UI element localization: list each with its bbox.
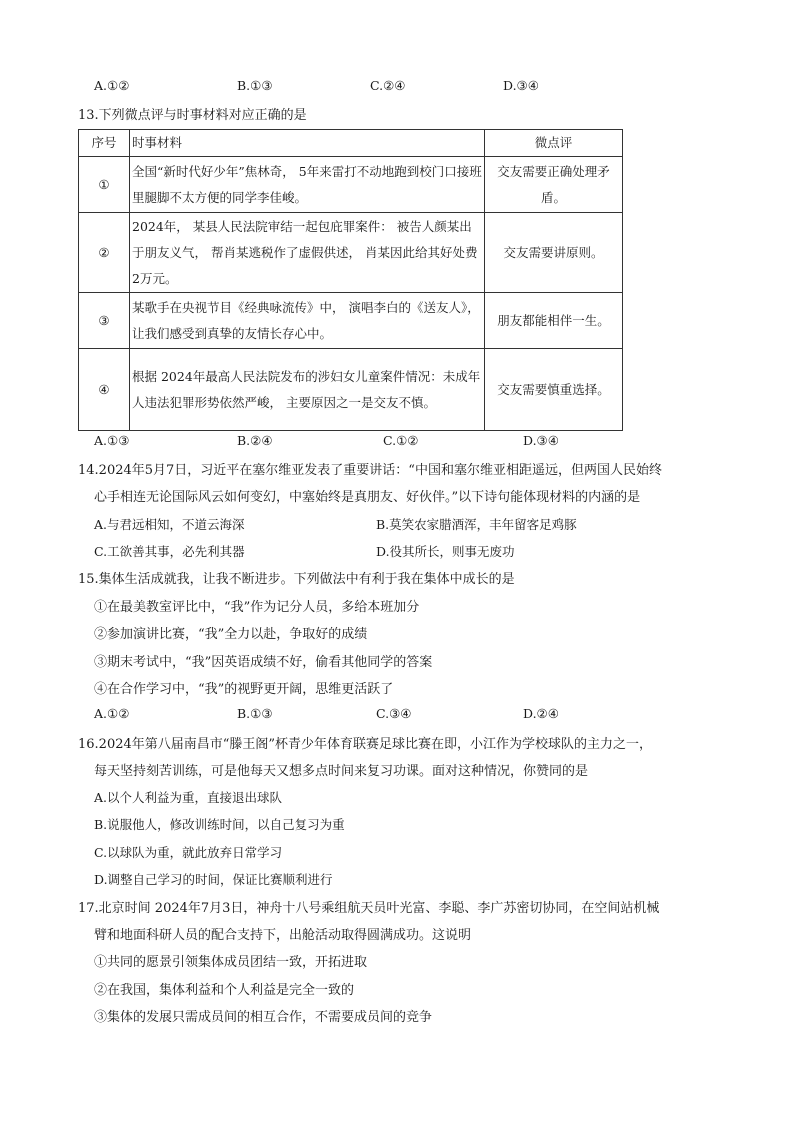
q14-option-d: D.役其所长，则事无废功 bbox=[376, 544, 515, 559]
table-row bbox=[79, 213, 623, 293]
row-comment: 交友需要慎重选择。 bbox=[485, 349, 623, 431]
q16-option-a: A.以个人利益为重，直接退出球队 bbox=[94, 790, 283, 805]
q15-statement-4: ④在合作学习中，“我”的视野更开阔，思维更活跃了 bbox=[94, 682, 394, 697]
q13-option-d: D.③④ bbox=[523, 433, 559, 448]
row-comment: 交友需要讲原则。 bbox=[485, 213, 623, 293]
header-number: 序号 bbox=[79, 130, 130, 157]
table-row bbox=[79, 293, 623, 349]
q16-option-d: D.调整自己学习的时间，保证比赛顺利进行 bbox=[94, 872, 333, 887]
row-comment: 交友需要正确处理矛盾。 bbox=[485, 157, 623, 213]
q13-option-a: A.①③ bbox=[94, 433, 130, 448]
q14-option-c: C.工欲善其事，必先利其器 bbox=[94, 544, 245, 559]
q13-stem: 13.下列微点评与时事材料对应正确的是 bbox=[78, 108, 307, 123]
q13-table bbox=[78, 129, 623, 431]
q15-option-c: C.③④ bbox=[376, 706, 412, 721]
q16-stem-line2: 每天坚持刻苦训练，可是他每天又想多点时间来复习功课。面对这种情况，你赞同的是 bbox=[94, 764, 589, 779]
row-material: 根据 2024年最高人民法院发布的涉妇女儿童案件情况：未成年人违法犯罪形势依然严峻， 主要原因之一是交友不慎。 bbox=[130, 349, 485, 431]
q12-option-a: A.①② bbox=[94, 78, 130, 93]
table-header-row bbox=[79, 130, 623, 157]
q16-option-c: C.以球队为重，就此放弃日常学习 bbox=[94, 845, 283, 860]
q12-option-c: C.②④ bbox=[370, 78, 406, 93]
row-material: 全国“新时代好少年”焦林奇， 5年来雷打不动地跑到校门口接班里腿脚不太方便的同学李佳峻。 bbox=[130, 157, 485, 213]
q12-option-d: D.③④ bbox=[503, 78, 539, 93]
table-row bbox=[79, 157, 623, 213]
row-number: ④ bbox=[79, 349, 130, 431]
q17-statement-1: ①共同的愿景引领集体成员团结一致，开拓进取 bbox=[94, 955, 368, 970]
q13-option-c: C.①② bbox=[383, 433, 419, 448]
row-material: 某歌手在央视节目《经典咏流传》中， 演唱李白的《送友人》， 让我们感受到真挚的友情长存心中。 bbox=[130, 293, 485, 349]
q14-option-a: A.与君远相知，不道云海深 bbox=[94, 517, 245, 532]
header-comment: 微点评 bbox=[485, 130, 623, 157]
q17-statement-2: ②在我国，集体利益和个人利益是完全一致的 bbox=[94, 983, 355, 998]
q15-option-a: A.①② bbox=[94, 706, 130, 721]
q16-option-b: B.说服他人，修改训练时间，以自己复习为重 bbox=[94, 817, 345, 832]
q14-stem-line1: 14.2024年5月7日，习近平在塞尔维亚发表了重要讲话：“中国和塞尔维亚相距遥远，但两国人民始终 bbox=[78, 463, 662, 478]
q15-stem: 15.集体生活成就我，让我不断进步。下列做法中有利于我在集体中成长的是 bbox=[78, 572, 515, 587]
q15-statement-1: ①在最美教室评比中，“我”作为记分人员，多给本班加分 bbox=[94, 600, 420, 615]
row-comment: 朋友都能相伴一生。 bbox=[485, 293, 623, 349]
row-number: ③ bbox=[79, 293, 130, 349]
q14-option-b: B.莫笑农家腊酒浑，丰年留客足鸡豚 bbox=[376, 517, 577, 532]
header-material: 时事材料 bbox=[130, 130, 485, 157]
q15-statement-3: ③期末考试中，“我”因英语成绩不好，偷看其他同学的答案 bbox=[94, 655, 433, 670]
q17-stem-line1: 17.北京时间 2024年7月3日，神舟十八号乘组航天员叶光富、李聪、李广苏密切协同，在空间站机械 bbox=[78, 901, 660, 916]
q15-option-d: D.②④ bbox=[523, 706, 559, 721]
q17-stem-line2: 臂和地面科研人员的配合支持下，出舱活动取得圆满成功。这说明 bbox=[94, 928, 472, 943]
q12-option-b: B.①③ bbox=[237, 78, 273, 93]
q13-option-b: B.②④ bbox=[237, 433, 273, 448]
row-number: ① bbox=[79, 157, 130, 213]
q15-statement-2: ②参加演讲比赛，“我”全力以赴，争取好的成绩 bbox=[94, 627, 368, 642]
row-number: ② bbox=[79, 213, 130, 293]
q15-option-b: B.①③ bbox=[237, 706, 273, 721]
row-material: 2024年， 某县人民法院审结一起包庇罪案件： 被告人颜某出于朋友义气， 帮肖某逃税作了虚假供述， 肖某因此给其好处费 2万元。 bbox=[130, 213, 485, 293]
table-row bbox=[79, 349, 623, 431]
q17-statement-3: ③集体的发展只需成员间的相互合作，不需要成员间的竞争 bbox=[94, 1010, 433, 1025]
q16-stem-line1: 16.2024年第八届南昌市“滕王阁”杯青少年体育联赛足球比赛在即，小江作为学校球队的主力之一， bbox=[78, 737, 653, 752]
q14-stem-line2: 心手相连无论国际风云如何变幻，中塞始终是真朋友、好伙伴。”以下诗句能体现材料的内涵的是 bbox=[94, 490, 641, 505]
